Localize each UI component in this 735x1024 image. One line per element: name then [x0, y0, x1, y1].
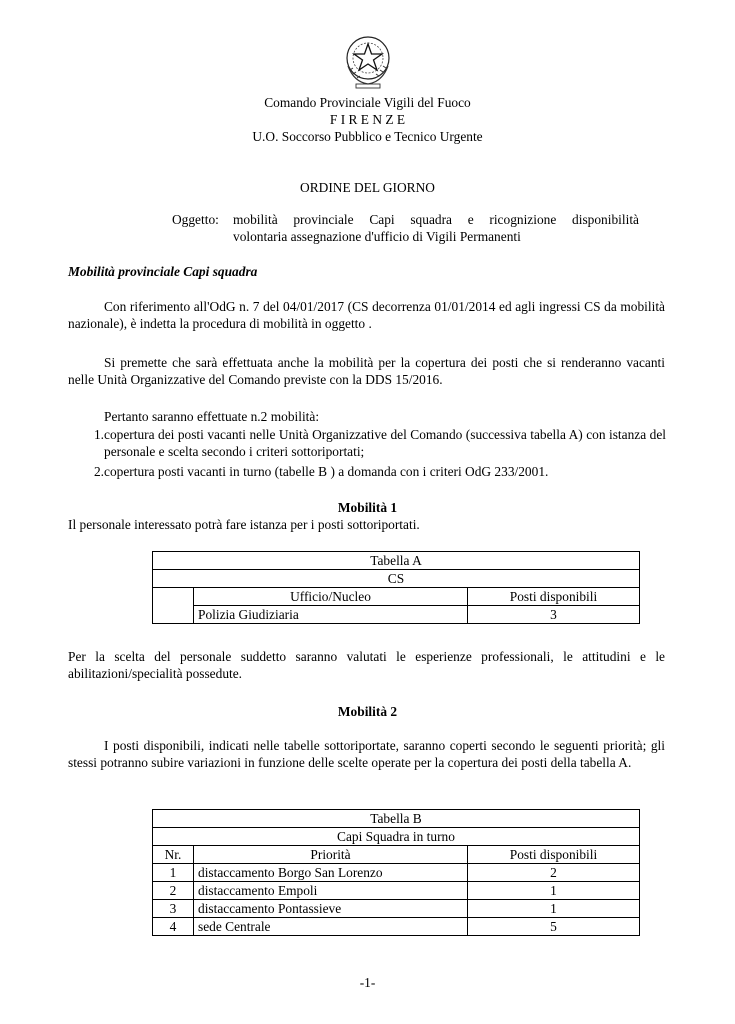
table-b-subtitle: Capi Squadra in turno: [153, 828, 640, 846]
header-unit: U.O. Soccorso Pubblico e Tecnico Urgente: [252, 129, 483, 144]
table-b-header-posts: Posti disponibili: [468, 846, 640, 864]
subject-label: Oggetto:: [172, 212, 219, 227]
paragraph-premise: Si premette che sarà effettuata anche la mobilità per la copertura dei posti che si renderanno vacanti nelle Unità Organizzative del Comando previste con la DDS 15/2016.: [68, 355, 665, 387]
table-b-cell-number: 2: [153, 882, 194, 900]
table-b-cell-number: 1: [153, 864, 194, 882]
paragraph-reference: Con riferimento all'OdG n. 7 del 04/01/2017 (CS decorrenza 01/01/2014 ed agli ingressi CS da mobilità nazionale), è indetta la procedura di mobilità in oggetto .: [68, 299, 665, 331]
mobility-2-text: I posti disponibili, indicati nelle tabelle sottoriportate, saranno coperti secondo le seguenti priorità; gli stessi potranno subire variazioni in funzione delle scelte operate per la copertura dei posti della tabella A.: [68, 738, 665, 770]
list-item-text: copertura dei posti vacanti nelle Unità Organizzative del Comando (successiva tabella A) con istanza del personale e scelta secondo i criteri sottoriportati;: [104, 427, 666, 459]
table-b-header-number: Nr.: [153, 846, 194, 864]
header-city: F I R E N Z E: [329, 112, 406, 127]
table-b-cell-posts: 1: [468, 882, 640, 900]
table-a: [152, 551, 640, 624]
list-item: [86, 426, 666, 460]
table-row: [153, 882, 640, 900]
table-a-subtitle: CS: [153, 570, 640, 588]
table-b-cell-posts: 2: [468, 864, 640, 882]
section-heading: Mobilità provinciale Capi squadra: [68, 264, 258, 279]
table-row: [153, 606, 640, 624]
subject-line-2: volontaria assegnazione d'ufficio di Vigili Permanenti: [233, 229, 521, 244]
header-command: Comando Provinciale Vigili del Fuoco: [264, 95, 471, 110]
table-b-cell-number: 4: [153, 918, 194, 936]
mobility-1-intro: Il personale interessato potrà fare istanza per i posti sottoriportati.: [68, 517, 420, 532]
table-a-title: Tabella A: [153, 552, 640, 570]
table-b-header-priority: Priorità: [194, 846, 468, 864]
table-row: [153, 918, 640, 936]
table-b-cell-number: 3: [153, 900, 194, 918]
table-b-cell-priority: distaccamento Empoli: [194, 882, 468, 900]
list-item-number: 2.: [93, 464, 104, 479]
table-a-cell-posts: 3: [468, 606, 640, 624]
list-item-number: 1.: [93, 427, 104, 442]
table-row: [153, 864, 640, 882]
page-number: -1-: [359, 975, 376, 990]
table-b-cell-priority: distaccamento Pontassieve: [194, 900, 468, 918]
table-b-title: Tabella B: [153, 810, 640, 828]
table-b-cell-posts: 1: [468, 900, 640, 918]
paragraph-mobility-count: Pertanto saranno effettuate n.2 mobilità:: [104, 409, 320, 424]
table-b: [152, 809, 640, 936]
document-title: ORDINE DEL GIORNO: [300, 180, 435, 195]
table-a-header-posts: Posti disponibili: [468, 588, 640, 606]
list-item: [86, 463, 666, 480]
mobility-1-heading: Mobilità 1: [337, 500, 398, 515]
table-a-header-office: Ufficio/Nucleo: [194, 588, 468, 606]
table-row: [153, 900, 640, 918]
table-a-blank-cell: [153, 588, 194, 624]
table-b-cell-priority: distaccamento Borgo San Lorenzo: [194, 864, 468, 882]
table-b-cell-posts: 5: [468, 918, 640, 936]
list-item-text: copertura posti vacanti in turno (tabelle B ) a domanda con i criteri OdG 233/2001.: [104, 464, 549, 479]
mobility-2-heading: Mobilità 2: [337, 704, 398, 719]
table-a-cell-office: Polizia Giudiziaria: [194, 606, 468, 624]
subject-line-1: mobilità provinciale Capi squadra e ricognizione disponibilità: [233, 212, 639, 227]
italian-republic-emblem: [340, 32, 396, 90]
paragraph-selection-criteria: Per la scelta del personale suddetto saranno valutati le esperienze professionali, le attitudini e le abilitazioni/specialità possedute.: [68, 649, 665, 681]
table-b-cell-priority: sede Centrale: [194, 918, 468, 936]
